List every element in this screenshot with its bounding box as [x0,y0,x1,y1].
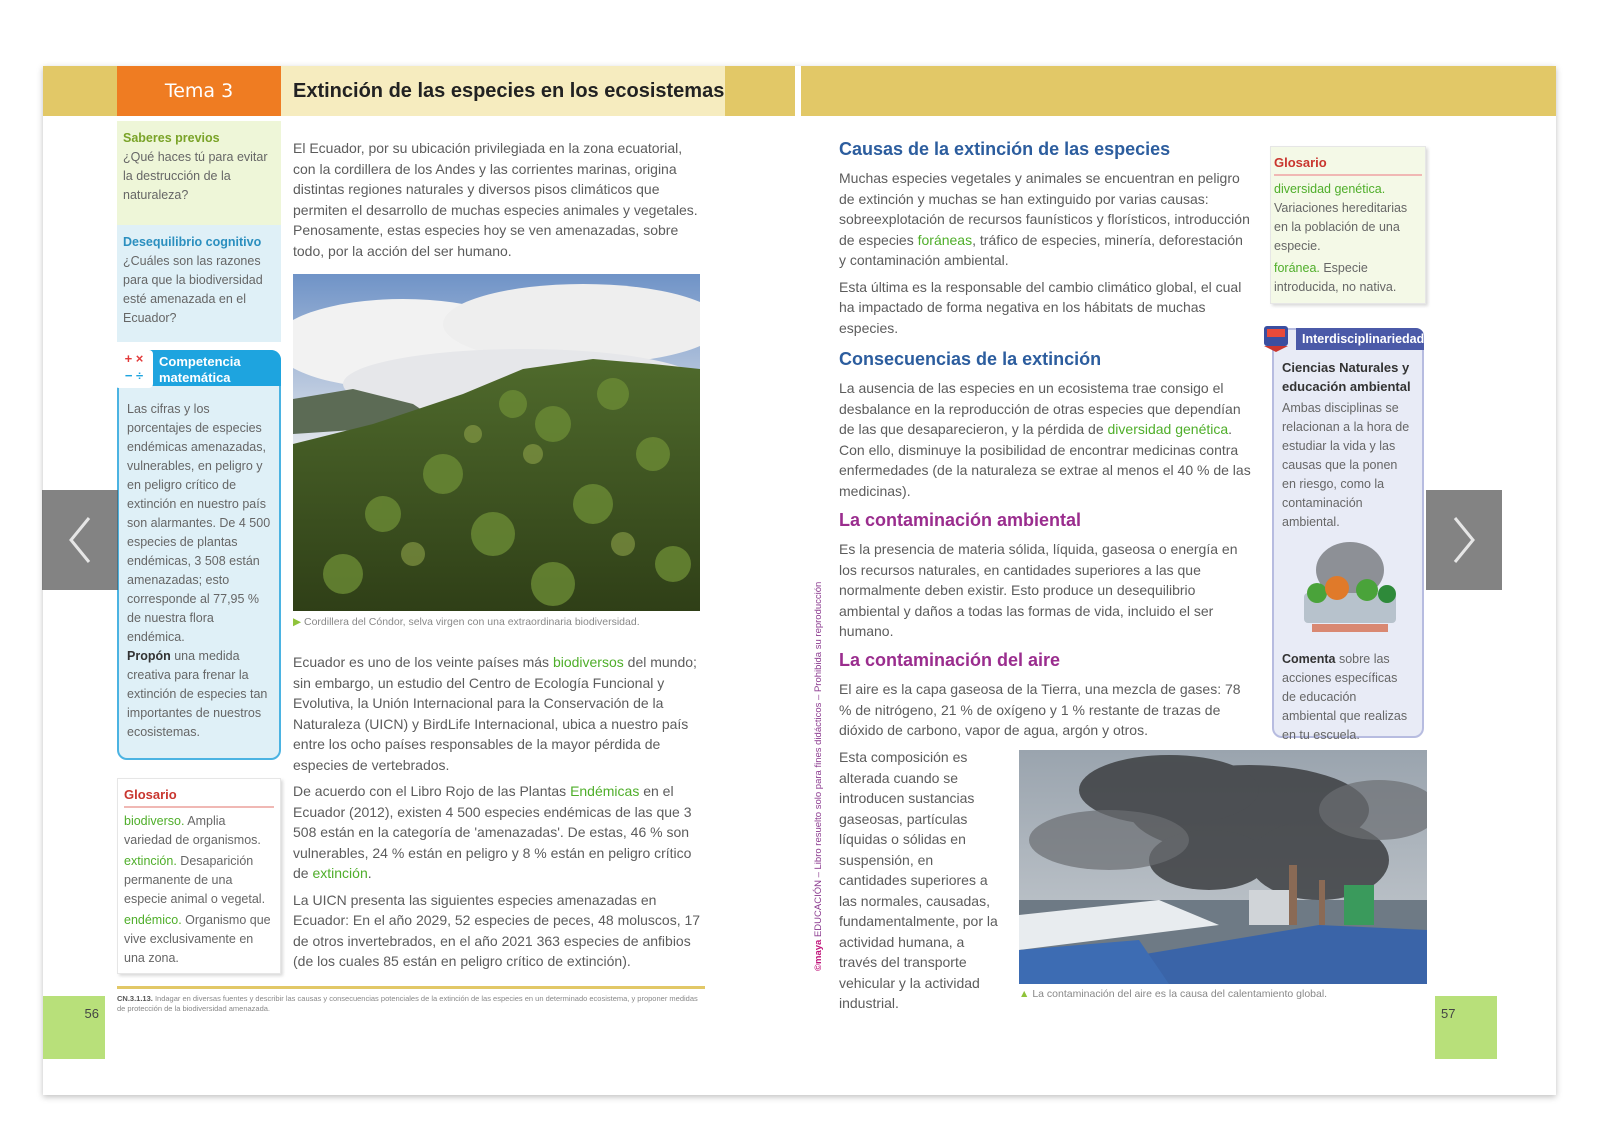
chevron-right-icon [1449,512,1479,568]
tema-label: Tema 3 [117,66,281,116]
criteria-rule [117,986,705,989]
heading-causas: Causas de la extinción de las especies [839,139,1171,159]
text: . [367,865,372,881]
caption-bullet-icon: ▶ [293,616,304,628]
consecuencias-body [839,378,1251,507]
contaminacion-paragraph: Es la presencia de materia sólida, líquida, gaseosa o energía en los recursos naturales, en cantidades superiores a las que normalmente deben existir. Esto produce un desequilibrio ambiental y daños a todas las formas de vida, incluido el ser humano. [839,541,1238,639]
aire-body-2 [839,747,999,1020]
interdisciplinariedad-box [1272,328,1425,742]
causas-body [839,168,1251,344]
glossary-def: Especie introducida, no nativa. [1274,261,1397,294]
left-body [293,652,708,978]
criteria-text: Indagar en diversas fuentes y describir las causas y consecuencias potenciales de la extinción de las especies en un determinado ecosistema, y proponer medidas de protección de la biodiversidad amenazada. [117,994,698,1013]
glossary-entry [124,852,274,909]
paragraph-endemicas [293,781,708,884]
books-icon [1260,320,1294,354]
forest-photo [293,274,700,611]
saberes-text: ¿Qué haces tú para evitar la destrucción de la naturaleza? [123,150,268,202]
desequilibrio-title: Desequilibrio cognitivo [123,235,262,249]
glossary-term: biodiverso. [124,814,185,828]
glossary-def: Desaparición permanente de una especie animal o vegetal. [124,854,266,906]
competencia-box [117,350,281,760]
glossary-entry [1274,259,1422,297]
heading-contaminacion-ambiental: La contaminación ambiental [839,510,1082,530]
competencia-text: Las cifras y los porcentajes de especies endémicas amenazadas, vulnerables, en peligro y en peligro crítico de extinción en nuestro país son alarmantes. De 4 500 especies de plantas endémicas, 3 508 están amenazadas; esto corresponde al 77,95 % de nuestra flora endémica. [127,402,271,644]
text: en el Ecuador (2012), existen 4 500 especies endémicas de las que 3 508 están en la categoría de 'amenazadas'. De estas, 46 % son vulnerables, 24 % están en peligro y 8 % están en peligro crítico de [293,783,692,881]
desequilibrio-box [117,225,281,342]
vertical-credit [813,291,824,971]
page-title: Extinción de las especies en los ecosistemas [281,66,725,116]
caption-bullet-icon: ▲ [1019,988,1033,1000]
text: . Con ello, disminuye la posibilidad de encontrar medicinas contra enfermedades (de la naturaleza se extrae al menos el 40 % de las medicinas). [839,421,1251,499]
text: del mundo; sin embargo, un estudio del Centro de Ecología Funcional y Evolutiva, la Unión Internacional para la Conservación de la Naturaleza (UICN) y BirdLife Internacional, ubica a nuestro país entre los ocho países responsables de la mayor pérdida de especies de vertebrados. [293,654,697,773]
chevron-left-icon [65,512,95,568]
glosario-left-title: Glosario [124,785,274,808]
next-page-button[interactable] [1426,490,1502,590]
desequilibrio-text: ¿Cuáles son las razones para que la biodiversidad esté amenazada en el Ecuador? [123,254,263,325]
credit-text: EDUCACIÓN – Libro resuelto solo para fines didácticos – Prohibida su reproducción [813,581,824,940]
text: De acuerdo con el Libro Rojo de las Plantas [293,783,571,799]
competencia-title-1: Competencia [159,354,241,369]
paragraph-uicn: La UICN presenta las siguientes especies amenazadas en Ecuador: En el año 2029, 52 especies de peces, 48 moluscos, 17 de otros invertebrados, en el año 2021 363 especies de anfibios (de los cuales 85 están en peligro crítico de extinción). [293,891,701,969]
glossary-link-biodiversos: biodiversos [552,654,624,670]
text: La ausencia de las especies en un ecosistema trae consigo el desbalance en la reproducción de otras especies que dependían de las que desaparecieron, y la pérdida de [839,380,1241,437]
glossary-def: Variaciones hereditarias en la población de una especie. [1274,201,1408,253]
glossary-link-endemicas: Endémicas [570,783,640,799]
page-gutter [795,66,801,116]
saberes-previos-box [117,121,281,225]
criteria-note [117,994,707,1014]
pollution-caption-text: La contaminación del aire es la causa del calentamiento global. [1032,988,1328,1000]
credit-brand: ©maya [813,939,824,971]
text: Muchas especies vegetales y animales se encuentran en peligro de extinción y muchas se han extinguido por varias causas: sobreexplotación de recursos faunísticos y florísticos, introducción de especies [839,170,1250,248]
glossary-def: Amplia variedad de organismos. [124,814,261,847]
glossary-term: diversidad genética. [1274,182,1386,196]
glossary-link-extincion: extinción [312,865,368,881]
interdisciplinariedad-subtitle: Ciencias Naturales y educación ambiental [1282,360,1411,394]
interdisciplinariedad-title: Interdisciplinariedad [1296,328,1424,350]
operators-row-1: + × [124,351,144,366]
intro-paragraph [293,138,708,267]
forest-caption-text: Cordillera del Cóndor, selva virgen con una extraordinaria biodiversidad. [304,616,640,628]
consecuencias-paragraph [839,378,1251,501]
competencia-bold: Propón [127,649,171,663]
aire-body [839,679,1251,747]
contaminacion-body [839,539,1251,648]
saberes-title: Saberes previos [123,131,220,145]
intro-text: El Ecuador, por su ubicación privilegiada en la zona ecuatorial, con la cordillera de los Andes y las corrientes marinas, origina distintas regiones naturales y diversos pisos climáticos que permiten el desarrollo de muchas especies animales y vegetales. Penosamente, estas especies hoy se ven amenazadas, sobre todo, por la acción del ser humano. [293,140,698,259]
environment-illustration [1282,538,1418,638]
interdisciplinariedad-text-2: sobre las acciones específicas de educación ambiental que realizas en tu escuela. [1282,652,1408,742]
paragraph-biodiversos [293,652,708,775]
glossary-link-foraneas: foráneas [917,231,973,248]
glossary-entry [124,812,274,850]
pollution-image [1019,750,1427,984]
previous-page-button[interactable] [42,490,118,590]
pollution-photo [1019,750,1427,984]
glossary-entry [1274,180,1422,256]
interdisciplinariedad-bold: Comenta [1282,652,1336,666]
glossary-term: extinción. [124,854,177,868]
text: Ecuador es uno de los veinte países más [293,654,553,670]
aire-paragraph-2: Esta composición es alterada cuando se introducen sustancias gaseosas, partículas líquidas o sólidas en suspensión, en cantidades superiores a las normales, causadas, fundamentalmente, por la actividad humana, a través del transporte vehicular y la actividad industrial. [839,749,998,1011]
glossary-term: endémico. [124,913,182,927]
heading-consecuencias: Consecuencias de la extinción [839,349,1102,369]
interdisciplinariedad-text: Ambas disciplinas se relacionan a la hora de estudiar la vida y las causas que la ponen en riesgo, como la contaminación ambiental. [1282,401,1410,529]
glosario-right [1270,146,1426,304]
forest-caption [293,616,708,628]
criteria-code: CN.3.1.13. [117,994,153,1003]
forest-image [293,274,700,611]
glossary-entry [124,911,274,968]
page-number-right: 57 [1435,996,1497,1059]
page-number-left: 56 [43,996,105,1059]
glosario-right-title: Glosario [1274,153,1422,176]
aire-paragraph: El aire es la capa gaseosa de la Tierra, una mezcla de gases: 78 % de nitrógeno, 21 % de oxígeno y 1 % restante de trazas de dióxido de carbono, vapor de agua, argón y otros. [839,681,1241,738]
textbook-spread [43,66,1556,1095]
causas-paragraph-2: Esta última es la responsable del cambio climático global, el cual ha impactado de forma negativa en los hábitats de muchas especies. [839,278,1242,336]
heading-contaminacion-aire: La contaminación del aire [839,650,1061,670]
glosario-left [117,778,281,974]
causas-paragraph [839,168,1251,271]
text: , tráfico de especies, minería, deforestación y contaminación ambiental. [839,231,1243,268]
glossary-term: foránea. [1274,261,1320,275]
glossary-def: Organismo que vive exclusivamente en una zona. [124,913,271,965]
glossary-link-diversidad: diversidad genética [1107,421,1229,437]
competencia-title-2: matemática [159,370,231,385]
math-operators-icon [115,350,153,388]
competencia-text-2: una medida creativa para frenar la extinción de especies tan importantes de nuestros ecosistemas. [127,649,268,739]
operators-row-2: − ÷ [124,368,144,383]
pollution-caption [1019,988,1427,1000]
